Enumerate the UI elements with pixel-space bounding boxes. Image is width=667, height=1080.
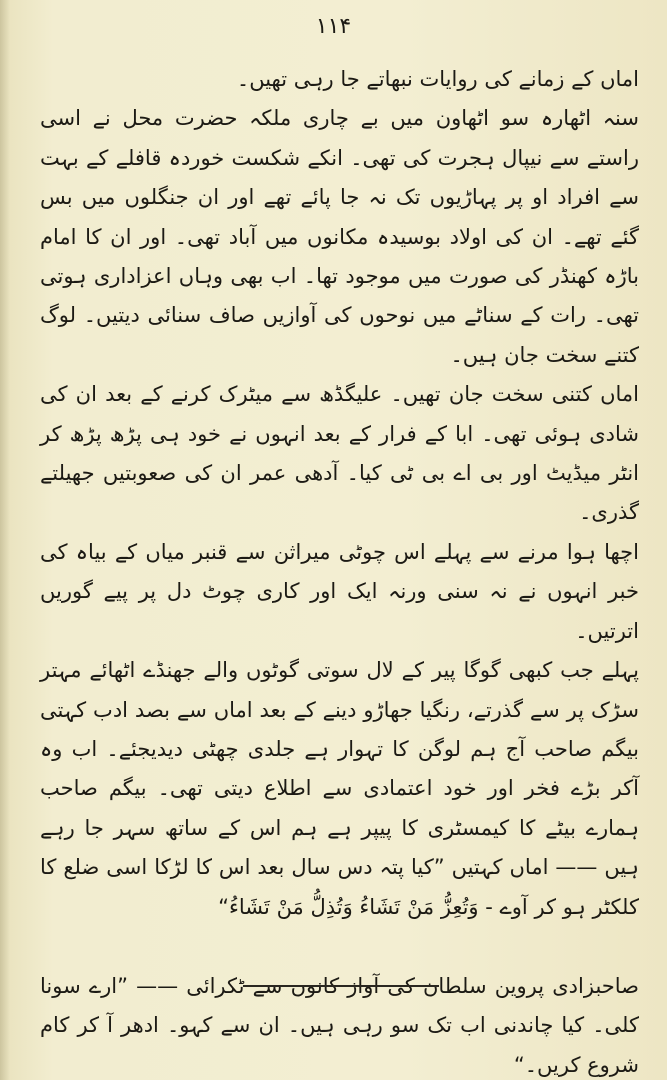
- end-of-page-rule: [243, 985, 439, 987]
- body-text: [40, 60, 639, 1080]
- paragraph-2: سنہ اٹھارہ سو اٹھاون میں بے چاری ملکہ حضرت محل نے اسی راستے سے نیپال ہجرت کی تھی۔ انکے شکست خوردہ قافلے کے بہت سے افراد او پر پہاڑیوں تک نہ جا پائے تھے اور ان جنگلوں میں بس گئے تھے۔ ان کی اولاد بوسیدہ مکانوں میں آباد تھی۔ اور ان کا امام باڑہ کھنڈر کی صورت میں موجود تھا۔ اب بھی وہاں اعزاداری ہوتی تھی۔ رات کے سناٹے میں نوحوں کی آوازیں صاف سنائی دیتیں۔ لوگ کتنے سخت جان ہیں۔: [40, 106, 639, 367]
- closing-paragraph: صاحبزادی پروین سلطان کی آواز کانوں سے ٹکرائی —— ”ارے سونا کلی۔ کیا چاندنی اب تک سو رہی ہیں۔ ان سے کہو۔ ادھر آ کر کام شروع کریں۔“: [40, 973, 639, 1077]
- paragraph-4: اچھا ہوا مرنے سے پہلے اس چوٹی میراثن سے قنبر میاں کے بیاہ کی خبر انہوں نے نہ سنی ورنہ ایک اور کاری چوٹ دل پر پیے گوریں اترتیں۔: [40, 539, 639, 643]
- section-gap: [40, 927, 639, 967]
- page-number: ۱۱۴: [315, 14, 352, 39]
- paragraph-3: اماں کتنی سخت جان تھیں۔ علیگڈھ سے میٹرک کرنے کے بعد ان کی شادی ہوئی تھی۔ ابا کے فرار کے بعد انہوں نے خود ہی پڑھ پڑھ کر انٹر میڈیٹ اور بی اے بی ٹی کیا۔ آدھی عمر ان کی صعوبتیں جھیلتے گذری۔: [40, 382, 639, 525]
- paragraph-1: اماں کے زمانے کی روایات نبھاتے جا رہی تھیں۔: [236, 67, 639, 91]
- paragraph-5: پہلے جب کبھی گوگا پیر کے لال سوتی گوٹوں والے جھنڈے اٹھائے مہتر سڑک پر سے گذرتے، رنگیا جھاڑو دینے کے بعد اماں سے بصد ادب کہتی بیگم صاحب آج ہم لوگن کا تہوار ہے جلدی چھٹی دیدیجئے۔ اب وہ آکر بڑے فخر اور خود اعتمادی سے اطلاع دیتی تھی۔ بیگم صاحب ہمارے بیٹے کا کیمسٹری کا پیپر ہے ہم اس کے ساتھ سہر جا رہے ہیں —— اماں کہتیں ”کیا پتہ دس سال بعد اس کا لڑکا اسی ضلع کا کلکٹر ہو کر آوے - وَتُعِزُّ مَنْ تَشَاءُ وَتُذِلُّ مَنْ تَشَاءُ“: [40, 658, 639, 919]
- page-edge-shadow: [0, 0, 10, 1080]
